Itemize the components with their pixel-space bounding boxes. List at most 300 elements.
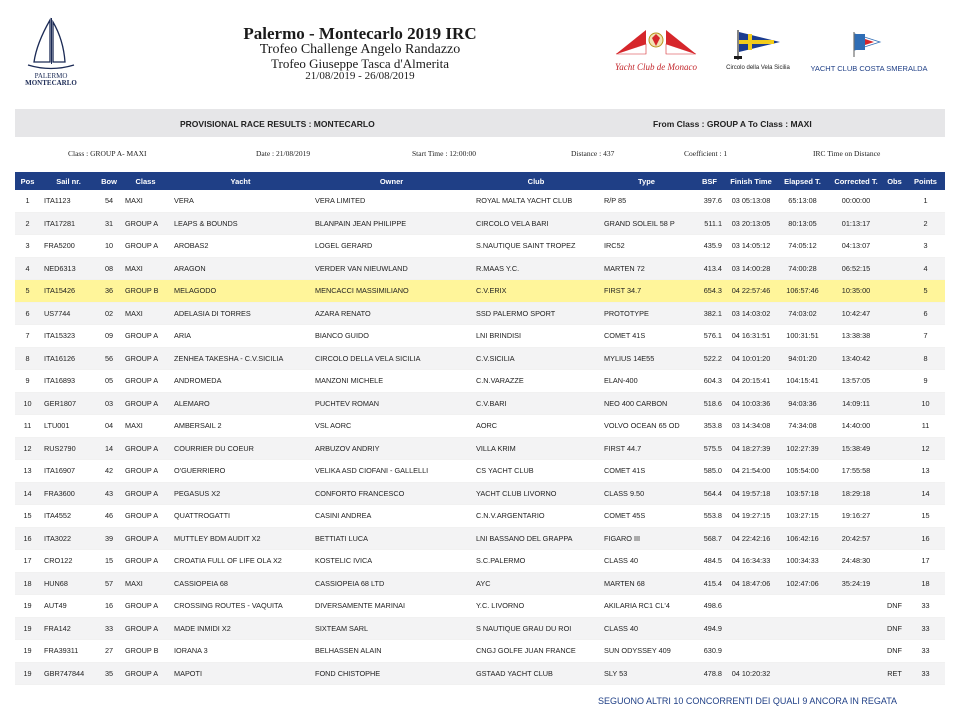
cell-pos: 18 (15, 572, 40, 595)
cell-points: 12 (906, 437, 945, 460)
cell-bsf: 494.9 (693, 617, 726, 640)
cell-owner: FOND CHISTOPHE (311, 662, 472, 685)
col-header-class: Class (121, 172, 170, 190)
cell-obs: RET (883, 662, 906, 685)
race-distance: Distance : 437 (571, 149, 615, 158)
cell-bsf: 564.4 (693, 482, 726, 505)
cell-club: CIRCOLO VELA BARI (472, 212, 600, 235)
yacht-club-costa-smeralda-logo (802, 30, 936, 76)
cell-obs (883, 527, 906, 550)
cell-elapsed: 80:13:05 (776, 212, 829, 235)
cell-bsf: 518.6 (693, 392, 726, 415)
cell-owner: LOGEL GERARD (311, 235, 472, 258)
cell-corrected: 13:40:42 (829, 347, 883, 370)
cell-bow: 54 (97, 190, 121, 212)
cell-bow: 04 (97, 415, 121, 438)
ycs-burgee-icon (802, 30, 936, 58)
cell-pos: 4 (15, 257, 40, 280)
cell-elapsed: 74:00:28 (776, 257, 829, 280)
cell-elapsed: 74:34:08 (776, 415, 829, 438)
cell-bow: 57 (97, 572, 121, 595)
cell-points: 9 (906, 370, 945, 393)
cell-obs (883, 370, 906, 393)
cell-class: GROUP A (121, 370, 170, 393)
cell-type: COMET 45S (600, 505, 693, 528)
cell-bsf: 654.3 (693, 280, 726, 303)
cell-elapsed: 103:57:18 (776, 482, 829, 505)
cell-bow: 05 (97, 370, 121, 393)
cell-pos: 19 (15, 640, 40, 663)
cell-yacht: ANDROMEDA (170, 370, 311, 393)
cell-sail-nr: ITA1123 (40, 190, 97, 212)
table-row (15, 572, 945, 595)
cell-class: GROUP A (121, 617, 170, 640)
cell-obs (883, 325, 906, 348)
cell-finish-time (726, 640, 776, 663)
cell-corrected: 10:42:47 (829, 302, 883, 325)
cell-points: 33 (906, 595, 945, 618)
cell-corrected: 18:29:18 (829, 482, 883, 505)
cell-type: FIRST 34.7 (600, 280, 693, 303)
cell-finish-time (726, 595, 776, 618)
cell-corrected: 20:42:57 (829, 527, 883, 550)
cell-bsf: 630.9 (693, 640, 726, 663)
cell-elapsed: 106:57:46 (776, 280, 829, 303)
table-row (15, 617, 945, 640)
cell-elapsed: 103:27:15 (776, 505, 829, 528)
cell-club: LNI BRINDISI (472, 325, 600, 348)
cell-bow: 15 (97, 550, 121, 573)
cell-pos: 2 (15, 212, 40, 235)
cell-corrected: 35:24:19 (829, 572, 883, 595)
table-row (15, 460, 945, 483)
cell-obs (883, 280, 906, 303)
cell-sail-nr: AUT49 (40, 595, 97, 618)
table-row (15, 662, 945, 685)
cell-obs (883, 550, 906, 573)
cell-class: GROUP A (121, 325, 170, 348)
cell-pos: 3 (15, 235, 40, 258)
cell-pos: 19 (15, 662, 40, 685)
cell-owner: CASINI ANDREA (311, 505, 472, 528)
cell-elapsed: 65:13:08 (776, 190, 829, 212)
cell-points: 7 (906, 325, 945, 348)
cell-bow: 16 (97, 595, 121, 618)
cell-class: GROUP A (121, 437, 170, 460)
cell-corrected: 04:13:07 (829, 235, 883, 258)
cell-class: GROUP A (121, 527, 170, 550)
cell-pos: 1 (15, 190, 40, 212)
cell-obs (883, 572, 906, 595)
cell-bow: 02 (97, 302, 121, 325)
cell-elapsed: 74:03:02 (776, 302, 829, 325)
cell-type: MARTEN 72 (600, 257, 693, 280)
cell-class: MAXI (121, 572, 170, 595)
cell-club: C.V.ERIX (472, 280, 600, 303)
cell-bow: 10 (97, 235, 121, 258)
cell-yacht: CROSSING ROUTES - VAQUITA (170, 595, 311, 618)
cell-finish-time: 04 10:20:32 (726, 662, 776, 685)
cell-yacht: ZENHEA TAKESHA - C.V.SICILIA (170, 347, 311, 370)
cell-owner: ARBUZOV ANDRIY (311, 437, 472, 460)
cell-type: CLASS 40 (600, 550, 693, 573)
cell-elapsed: 100:31:51 (776, 325, 829, 348)
ycm-logo-text: Yacht Club de Monaco (615, 62, 697, 72)
cell-sail-nr: HUN68 (40, 572, 97, 595)
cell-sail-nr: ITA17281 (40, 212, 97, 235)
cell-class: GROUP A (121, 482, 170, 505)
cell-club: CS YACHT CLUB (472, 460, 600, 483)
cell-pos: 9 (15, 370, 40, 393)
cell-finish-time: 04 19:27:15 (726, 505, 776, 528)
cell-elapsed: 94:01:20 (776, 347, 829, 370)
cell-type: FIGARO III (600, 527, 693, 550)
cell-pos: 16 (15, 527, 40, 550)
table-row (15, 190, 945, 212)
cell-club: C.V.BARI (472, 392, 600, 415)
cell-finish-time (726, 617, 776, 640)
cell-type: GRAND SOLEIL 58 P (600, 212, 693, 235)
cell-yacht: QUATTROGATTI (170, 505, 311, 528)
race-date: Date : 21/08/2019 (256, 149, 311, 158)
table-row (15, 437, 945, 460)
cell-elapsed: 105:54:00 (776, 460, 829, 483)
table-row (15, 212, 945, 235)
cell-points: 33 (906, 640, 945, 663)
cell-owner: DIVERSAMENTE MARINAI (311, 595, 472, 618)
cell-elapsed: 94:03:36 (776, 392, 829, 415)
cell-yacht: COURRIER DU COEUR (170, 437, 311, 460)
cell-finish-time: 04 22:57:46 (726, 280, 776, 303)
cell-bow: 46 (97, 505, 121, 528)
cell-points: 5 (906, 280, 945, 303)
monaco-flags-icon (596, 26, 716, 60)
cell-points: 10 (906, 392, 945, 415)
cell-corrected: 24:48:30 (829, 550, 883, 573)
cell-points: 1 (906, 190, 945, 212)
cell-bsf: 484.5 (693, 550, 726, 573)
cell-obs (883, 415, 906, 438)
cell-bsf: 576.1 (693, 325, 726, 348)
cell-sail-nr: ITA4552 (40, 505, 97, 528)
cell-elapsed: 100:34:33 (776, 550, 829, 573)
footer-note: SEGUONO ALTRI 10 CONCORRENTI DEI QUALI 9 ANCORA IN REGATA (598, 696, 898, 706)
cell-bow: 03 (97, 392, 121, 415)
cell-owner: VERDER VAN NIEUWLAND (311, 257, 472, 280)
col-header-bow: Bow (97, 172, 121, 190)
cell-finish-time: 04 16:31:51 (726, 325, 776, 348)
cell-bsf: 382.1 (693, 302, 726, 325)
cell-yacht: ARIA (170, 325, 311, 348)
cell-owner: KOSTELIC IVICA (311, 550, 472, 573)
cell-bow: 09 (97, 325, 121, 348)
cell-bow: 33 (97, 617, 121, 640)
cell-bsf: 353.8 (693, 415, 726, 438)
cell-class: GROUP B (121, 280, 170, 303)
table-row (15, 482, 945, 505)
cell-corrected (829, 595, 883, 618)
cell-corrected (829, 662, 883, 685)
cell-finish-time: 03 14:34:08 (726, 415, 776, 438)
table-row (15, 415, 945, 438)
cell-points: 18 (906, 572, 945, 595)
cell-yacht: MADE INMIDI X2 (170, 617, 311, 640)
cell-corrected: 14:40:00 (829, 415, 883, 438)
cell-club: C.N.V.ARGENTARIO (472, 505, 600, 528)
cell-obs (883, 302, 906, 325)
cell-owner: BETTIATI LUCA (311, 527, 472, 550)
table-row (15, 347, 945, 370)
cell-corrected: 17:55:58 (829, 460, 883, 483)
cell-pos: 7 (15, 325, 40, 348)
cell-bow: 43 (97, 482, 121, 505)
cell-points: 15 (906, 505, 945, 528)
race-class: Class : GROUP A- MAXI (68, 149, 147, 158)
cell-type: COMET 41S (600, 325, 693, 348)
cell-bow: 27 (97, 640, 121, 663)
cell-elapsed: 74:05:12 (776, 235, 829, 258)
cell-yacht: VERA (170, 190, 311, 212)
cell-owner: SIXTEAM SARL (311, 617, 472, 640)
cell-pos: 15 (15, 505, 40, 528)
event-subtitle-1: Trofeo Challenge Angelo Randazzo (259, 42, 461, 57)
cell-type: PROTOTYPE (600, 302, 693, 325)
table-row (15, 640, 945, 663)
cell-elapsed: 106:42:16 (776, 527, 829, 550)
cell-finish-time: 04 10:01:20 (726, 347, 776, 370)
results-title: PROVISIONAL RACE RESULTS : MONTECARLO (180, 119, 375, 129)
cell-class: GROUP A (121, 505, 170, 528)
class-range: From Class : GROUP A To Class : MAXI (653, 119, 812, 129)
cell-sail-nr: FRA39311 (40, 640, 97, 663)
cell-sail-nr: US7744 (40, 302, 97, 325)
table-row (15, 235, 945, 258)
cell-class: GROUP B (121, 640, 170, 663)
cell-pos: 10 (15, 392, 40, 415)
cell-corrected (829, 617, 883, 640)
cell-sail-nr: GBR747844 (40, 662, 97, 685)
cell-owner: AZARA RENATO (311, 302, 472, 325)
cell-bsf: 585.0 (693, 460, 726, 483)
cell-finish-time: 04 22:42:16 (726, 527, 776, 550)
cell-type: AKILARIA RC1 CL'4 (600, 595, 693, 618)
cell-corrected: 14:09:11 (829, 392, 883, 415)
col-header-pos: Pos (15, 172, 40, 190)
cell-bsf: 415.4 (693, 572, 726, 595)
cell-yacht: LEAPS & BOUNDS (170, 212, 311, 235)
cell-obs (883, 212, 906, 235)
cell-bow: 14 (97, 437, 121, 460)
cell-club: SSD PALERMO SPORT (472, 302, 600, 325)
cell-sail-nr: ITA15426 (40, 280, 97, 303)
yacht-club-monaco-logo (596, 26, 716, 78)
cell-pos: 8 (15, 347, 40, 370)
cell-owner: CONFORTO FRANCESCO (311, 482, 472, 505)
cell-points: 16 (906, 527, 945, 550)
cell-yacht: O'GUERRIERO (170, 460, 311, 483)
results-info-bar (15, 109, 945, 137)
cell-corrected: 13:38:38 (829, 325, 883, 348)
table-row (15, 595, 945, 618)
cell-finish-time: 04 18:27:39 (726, 437, 776, 460)
cell-class: GROUP A (121, 662, 170, 685)
cell-club: C.V.SICILIA (472, 347, 600, 370)
cell-yacht: ARAGON (170, 257, 311, 280)
cell-sail-nr: GER1807 (40, 392, 97, 415)
cell-type: MYLIUS 14E55 (600, 347, 693, 370)
cell-corrected: 06:52:15 (829, 257, 883, 280)
cell-finish-time: 04 19:57:18 (726, 482, 776, 505)
cell-corrected: 01:13:17 (829, 212, 883, 235)
cell-bow: 56 (97, 347, 121, 370)
cell-owner: BLANPAIN JEAN PHILIPPE (311, 212, 472, 235)
cell-pos: 17 (15, 550, 40, 573)
cell-yacht: CASSIOPEIA 68 (170, 572, 311, 595)
table-row (15, 370, 945, 393)
cell-class: GROUP A (121, 347, 170, 370)
col-header-sail: Sail nr. (40, 172, 97, 190)
cell-finish-time: 04 21:54:00 (726, 460, 776, 483)
cell-bsf: 413.4 (693, 257, 726, 280)
sail-icon (20, 16, 82, 72)
cell-type: R/P 85 (600, 190, 693, 212)
cell-pos: 19 (15, 617, 40, 640)
table-row (15, 392, 945, 415)
cell-obs (883, 347, 906, 370)
results-table (15, 172, 945, 685)
cell-owner: MENCACCI MASSIMILIANO (311, 280, 472, 303)
cell-bow: 39 (97, 527, 121, 550)
cell-obs (883, 190, 906, 212)
cell-yacht: ALEMARO (170, 392, 311, 415)
cell-club: S NAUTIQUE GRAU DU ROI (472, 617, 600, 640)
cell-yacht: AMBERSAIL 2 (170, 415, 311, 438)
cell-owner: BIANCO GUIDO (311, 325, 472, 348)
cell-type: VOLVO OCEAN 65 OD (600, 415, 693, 438)
cell-elapsed (776, 662, 829, 685)
cell-points: 33 (906, 617, 945, 640)
cell-points: 17 (906, 550, 945, 573)
cell-finish-time: 04 18:47:06 (726, 572, 776, 595)
cell-corrected: 10:35:00 (829, 280, 883, 303)
cell-bsf: 498.6 (693, 595, 726, 618)
race-coefficient: Coefficient : 1 (684, 149, 728, 158)
race-details-bar (15, 141, 945, 167)
cell-club: CNGJ GOLFE JUAN FRANCE (472, 640, 600, 663)
palermo-montecarlo-logo (20, 16, 82, 86)
cell-class: GROUP A (121, 392, 170, 415)
cell-elapsed: 102:47:06 (776, 572, 829, 595)
cell-type: COMET 41S (600, 460, 693, 483)
col-header-obs: Obs (883, 172, 906, 190)
cell-club: S.C.PALERMO (472, 550, 600, 573)
cell-corrected: 00:00:00 (829, 190, 883, 212)
cell-elapsed (776, 595, 829, 618)
circolo-vela-sicilia-logo (716, 26, 800, 78)
cell-bow: 35 (97, 662, 121, 685)
cell-club: VILLA KRIM (472, 437, 600, 460)
event-dates: 21/08/2019 - 26/08/2019 (305, 70, 415, 82)
cell-finish-time: 03 14:05:12 (726, 235, 776, 258)
cell-bsf: 435.9 (693, 235, 726, 258)
cell-points: 11 (906, 415, 945, 438)
cell-type: ELAN-400 (600, 370, 693, 393)
cell-points: 6 (906, 302, 945, 325)
cell-sail-nr: CRO122 (40, 550, 97, 573)
cell-class: GROUP A (121, 460, 170, 483)
cell-corrected: 15:38:49 (829, 437, 883, 460)
cell-obs (883, 392, 906, 415)
cell-type: FIRST 44.7 (600, 437, 693, 460)
cell-sail-nr: FRA5200 (40, 235, 97, 258)
cell-type: CLASS 9.50 (600, 482, 693, 505)
cell-bow: 31 (97, 212, 121, 235)
cell-bow: 08 (97, 257, 121, 280)
cell-obs (883, 257, 906, 280)
cell-yacht: ADELASIA DI TORRES (170, 302, 311, 325)
cell-yacht: MELAGODO (170, 280, 311, 303)
cell-elapsed (776, 617, 829, 640)
cell-pos: 11 (15, 415, 40, 438)
cell-finish-time: 03 14:03:02 (726, 302, 776, 325)
logo-line2: MONTECARLO (25, 79, 77, 87)
col-header-yacht: Yacht (170, 172, 311, 190)
col-header-bsf: BSF (693, 172, 726, 190)
cell-sail-nr: ITA16893 (40, 370, 97, 393)
race-start-time: Start Time : 12:00:00 (412, 149, 476, 158)
cell-obs: DNF (883, 617, 906, 640)
cell-elapsed: 102:27:39 (776, 437, 829, 460)
cell-sail-nr: RUS2790 (40, 437, 97, 460)
table-row (15, 280, 945, 303)
cell-type: NEO 400 CARBON (600, 392, 693, 415)
cell-yacht: PEGASUS X2 (170, 482, 311, 505)
event-subtitle-2: Trofeo Giuseppe Tasca d'Almerita (271, 56, 449, 71)
col-header-type: Type (600, 172, 693, 190)
cell-corrected: 13:57:05 (829, 370, 883, 393)
cell-type: CLASS 40 (600, 617, 693, 640)
cell-type: SUN ODYSSEY 409 (600, 640, 693, 663)
cell-sail-nr: FRA3600 (40, 482, 97, 505)
cell-sail-nr: NED6313 (40, 257, 97, 280)
race-irc-method: IRC Time on Distance (813, 149, 881, 158)
cell-club: AORC (472, 415, 600, 438)
table-row (15, 550, 945, 573)
cell-owner: MANZONI MICHELE (311, 370, 472, 393)
cell-sail-nr: ITA16126 (40, 347, 97, 370)
cell-points: 13 (906, 460, 945, 483)
cell-bsf: 553.8 (693, 505, 726, 528)
event-title-block (180, 24, 540, 83)
cell-pos: 6 (15, 302, 40, 325)
cell-club: GSTAAD YACHT CLUB (472, 662, 600, 685)
cell-bsf: 478.8 (693, 662, 726, 685)
cell-points: 3 (906, 235, 945, 258)
cell-bsf: 522.2 (693, 347, 726, 370)
cell-bsf: 575.5 (693, 437, 726, 460)
col-header-club: Club (472, 172, 600, 190)
cell-class: MAXI (121, 190, 170, 212)
cell-type: IRC52 (600, 235, 693, 258)
cell-elapsed (776, 640, 829, 663)
table-row (15, 302, 945, 325)
cell-yacht: AROBAS2 (170, 235, 311, 258)
results-header-row (15, 172, 945, 190)
cell-elapsed: 104:15:41 (776, 370, 829, 393)
cell-yacht: IORANA 3 (170, 640, 311, 663)
cell-owner: CIRCOLO DELLA VELA SICILIA (311, 347, 472, 370)
cell-finish-time: 03 05:13:08 (726, 190, 776, 212)
